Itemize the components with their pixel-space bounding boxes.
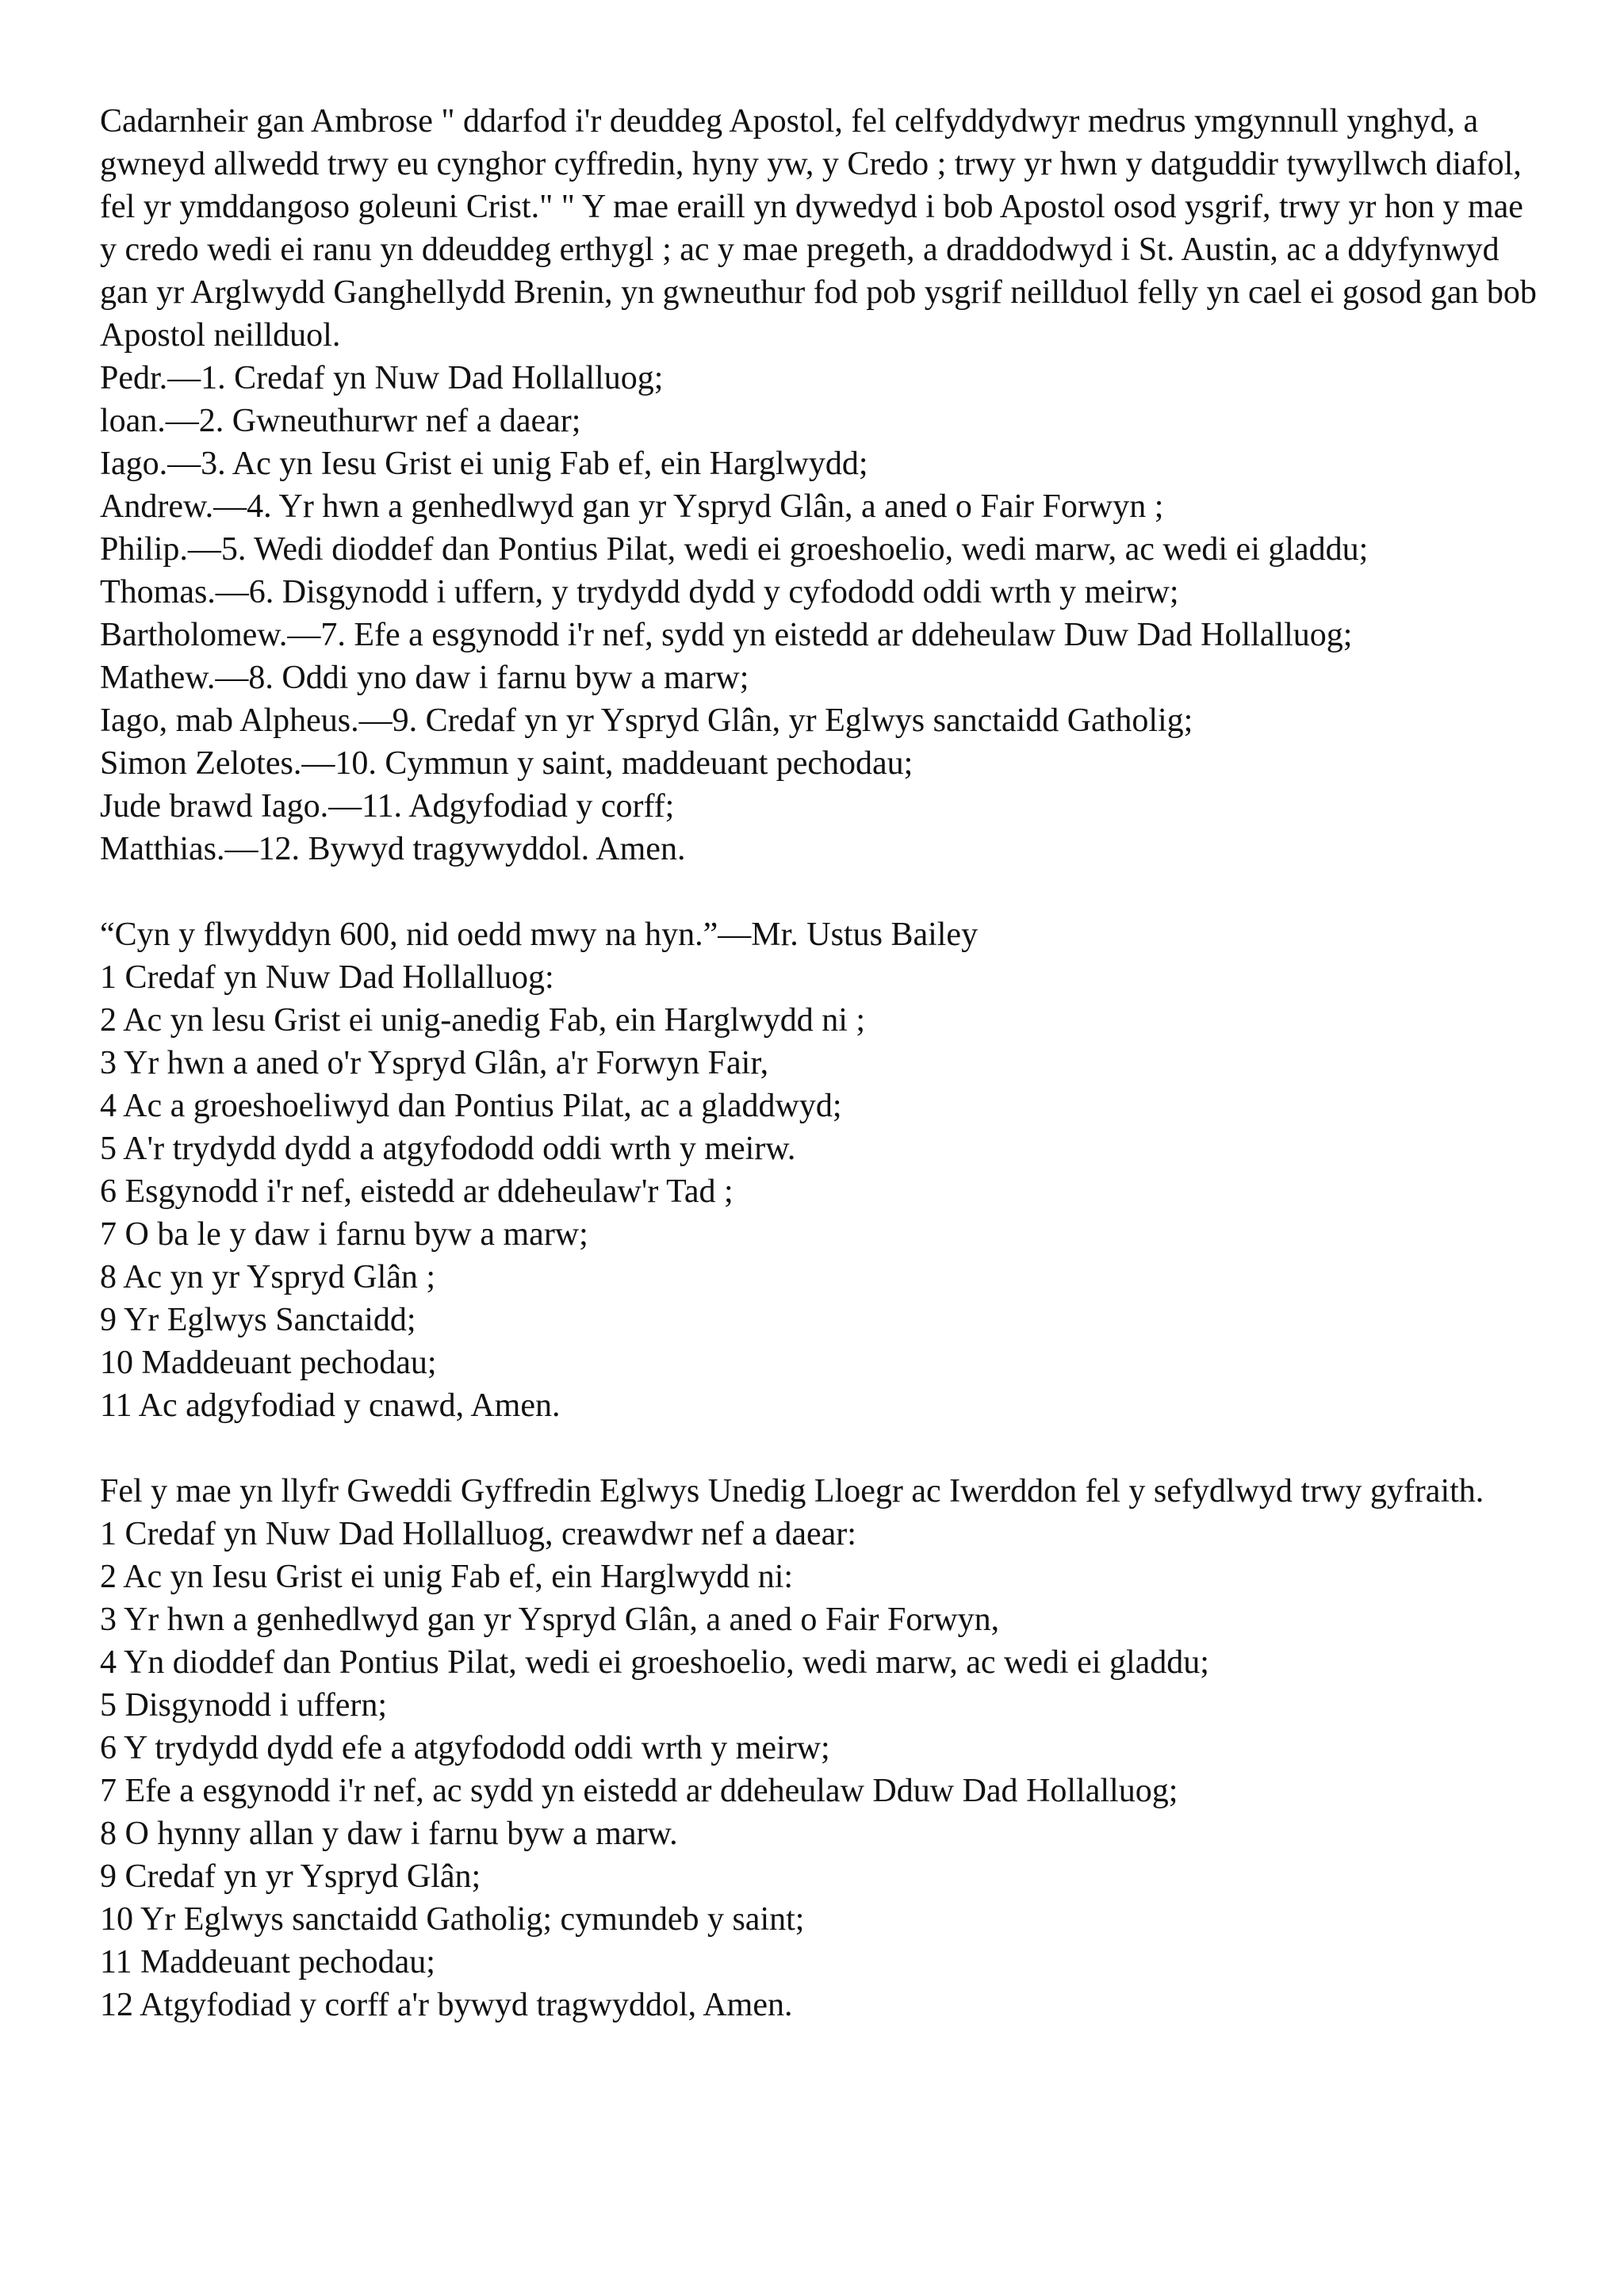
prayer-book-line: 11 Maddeuant pechodau; <box>100 1944 435 1980</box>
prayer-book-line: 6 Y trydydd dydd efe a atgyfododd oddi wrth y meirw; <box>100 1730 830 1766</box>
prayer-book-line: 1 Credaf yn Nuw Dad Hollalluog, creawdwr nef a daear: <box>100 1516 856 1552</box>
section-spacer <box>100 1427 1543 1470</box>
early-creed-line: 5 A'r trydydd dydd a atgyfododd oddi wrth y meirw. <box>100 1131 796 1167</box>
early-creed-heading: “Cyn y flwyddyn 600, nid oedd mwy na hyn.”—Mr. Ustus Bailey <box>100 916 979 953</box>
apostle-article: Matthias.—12. Bywyd tragywyddol. Amen. <box>100 831 686 867</box>
intro-paragraph: Cadarnheir gan Ambrose " ddarfod i'r deuddeg Apostol, fel celfyddydwyr medrus ymgynnull ynghyd, a gwneyd allwedd trwy eu cynghor cyffredin, hyny yw, y Credo ; trwy yr hwn y datguddir tywyllwch diafol, fel yr ymddangoso goleuni Crist." " Y mae eraill yn dywedyd i bob Apostol osod ysgrif, trwy yr hon y mae y credo wedi ei ranu yn ddeuddeg erthygl ; ac y mae pregeth, a draddodwyd i St. Austin, ac a ddyfynwyd gan yr Arglwydd Ganghellydd Brenin, yn gwneuthur fod pob ysgrif neillduol felly yn cael ei gosod gan bob Apostol neillduol. <box>100 103 1537 354</box>
apostle-article: loan.—2. Gwneuthurwr nef a daear; <box>100 403 581 439</box>
early-creed-line: 7 O ba le y daw i farnu byw a marw; <box>100 1216 588 1253</box>
early-creed-line: 3 Yr hwn a aned o'r Yspryd Glân, a'r Forwyn Fair, <box>100 1045 769 1081</box>
prayer-book-line: 8 O hynny allan y daw i farnu byw a marw. <box>100 1816 678 1852</box>
apostle-article: Pedr.—1. Credaf yn Nuw Dad Hollalluog; <box>100 360 664 396</box>
prayer-book-line: 4 Yn dioddef dan Pontius Pilat, wedi ei groeshoelio, wedi marw, ac wedi ei gladdu; <box>100 1644 1209 1681</box>
early-creed-line: 1 Credaf yn Nuw Dad Hollalluog: <box>100 959 554 996</box>
early-creed-line: 2 Ac yn lesu Grist ei unig-anedig Fab, ein Harglwydd ni ; <box>100 1002 866 1039</box>
apostle-article: Andrew.—4. Yr hwn a genhedlwyd gan yr Yspryd Glân, a aned o Fair Forwyn ; <box>100 488 1164 525</box>
prayer-book-heading: Fel y mae yn llyfr Gweddi Gyffredin Eglwys Unedig Lloegr ac Iwerddon fel y sefydlwyd trwy gyfraith. <box>100 1473 1484 1510</box>
prayer-book-line: 3 Yr hwn a genhedlwyd gan yr Yspryd Glân, a aned o Fair Forwyn, <box>100 1601 1000 1638</box>
early-creed-line: 8 Ac yn yr Yspryd Glân ; <box>100 1259 436 1295</box>
early-creed-list <box>100 956 1543 1427</box>
apostle-article: Iago.—3. Ac yn Iesu Grist ei unig Fab ef, ein Harglwydd; <box>100 446 868 482</box>
document-page <box>100 100 1543 2026</box>
prayer-book-line: 9 Credaf yn yr Yspryd Glân; <box>100 1858 481 1895</box>
prayer-book-line: 2 Ac yn Iesu Grist ei unig Fab ef, ein Harglwydd ni: <box>100 1559 794 1595</box>
apostle-article: Jude brawd Iago.—11. Adgyfodiad y corff; <box>100 788 675 825</box>
early-creed-line: 6 Esgynodd i'r nef, eistedd ar ddeheulaw'r Tad ; <box>100 1173 733 1210</box>
prayer-book-list <box>100 1513 1543 2026</box>
section-spacer <box>100 871 1543 913</box>
early-creed-line: 4 Ac a groeshoeliwyd dan Pontius Pilat, ac a gladdwyd; <box>100 1088 842 1124</box>
apostle-article: Bartholomew.—7. Efe a esgynodd i'r nef, sydd yn eistedd ar ddeheulaw Duw Dad Hollalluog; <box>100 617 1353 653</box>
apostles-articles-list <box>100 357 1543 871</box>
early-creed-line: 11 Ac adgyfodiad y cnawd, Amen. <box>100 1387 561 1424</box>
apostle-article: Philip.—5. Wedi dioddef dan Pontius Pilat, wedi ei groeshoelio, wedi marw, ac wedi ei gladdu; <box>100 531 1369 568</box>
early-creed-line: 9 Yr Eglwys Sanctaidd; <box>100 1302 416 1338</box>
prayer-book-line: 10 Yr Eglwys sanctaidd Gatholig; cymundeb y saint; <box>100 1901 805 1938</box>
apostle-article: Simon Zelotes.—10. Cymmun y saint, maddeuant pechodau; <box>100 745 914 782</box>
prayer-book-line: 5 Disgynodd i uffern; <box>100 1687 388 1724</box>
apostle-article: Thomas.—6. Disgynodd i uffern, y trydydd dydd y cyfododd oddi wrth y meirw; <box>100 574 1179 610</box>
apostle-article: Mathew.—8. Oddi yno daw i farnu byw a marw; <box>100 660 749 696</box>
prayer-book-line: 12 Atgyfodiad y corff a'r bywyd tragwyddol, Amen. <box>100 1987 793 2023</box>
apostle-article: Iago, mab Alpheus.—9. Credaf yn yr Yspryd Glân, yr Eglwys sanctaidd Gatholig; <box>100 702 1193 739</box>
early-creed-line: 10 Maddeuant pechodau; <box>100 1345 437 1381</box>
prayer-book-line: 7 Efe a esgynodd i'r nef, ac sydd yn eistedd ar ddeheulaw Dduw Dad Hollalluog; <box>100 1773 1178 1809</box>
